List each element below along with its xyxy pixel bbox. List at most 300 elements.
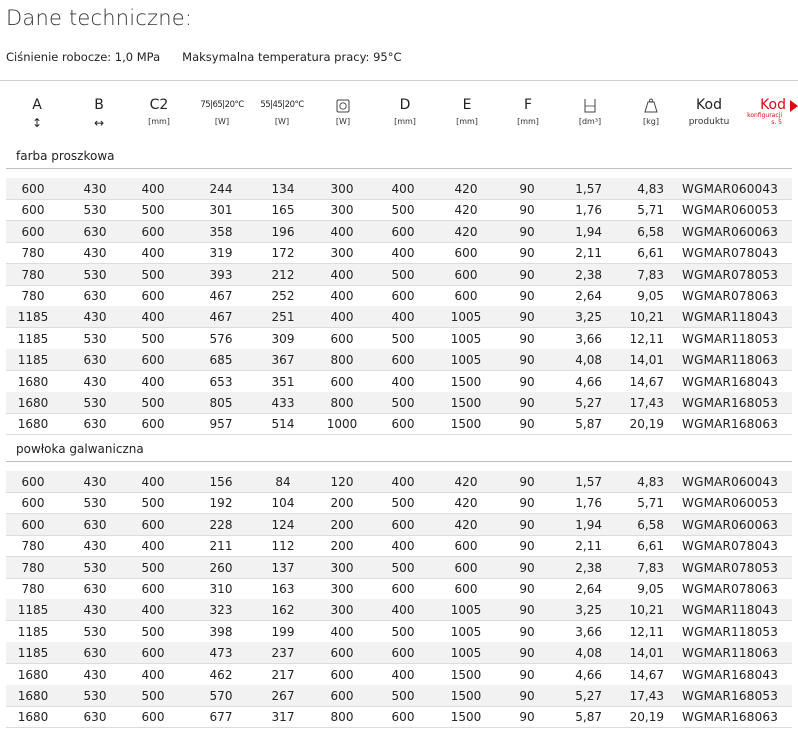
- cell-c2: 500: [141, 331, 165, 346]
- cell-f: 90: [519, 560, 535, 575]
- cell-power-75: 957: [209, 417, 233, 432]
- cell-e: 1500: [450, 396, 482, 410]
- cell-power-55: 165: [271, 203, 295, 218]
- cell-electric-power: 300: [330, 603, 354, 618]
- header-d: D [mm]: [394, 97, 416, 126]
- cell-d: 600: [391, 224, 415, 239]
- cell-f: 90: [519, 246, 535, 261]
- cell-mass: 6,58: [637, 517, 664, 532]
- cell-power-75: 310: [209, 582, 233, 596]
- cell-e: 420: [454, 475, 478, 489]
- cell-power-75: 467: [209, 310, 233, 325]
- cell-b: 430: [83, 475, 107, 489]
- cell-mass: 7,83: [637, 267, 664, 282]
- cell-e: 1005: [450, 331, 482, 346]
- cell-volume: 5,27: [575, 396, 602, 410]
- cell-power-75: 467: [209, 289, 233, 303]
- cell-c2: 400: [141, 539, 165, 554]
- table-row: [6, 285, 792, 306]
- cell-power-55: 134: [271, 182, 295, 196]
- cell-power-55: 162: [271, 603, 295, 618]
- cell-f: 90: [519, 267, 535, 282]
- cell-f: 90: [519, 224, 535, 239]
- cell-b: 630: [83, 646, 107, 661]
- cell-electric-power: 400: [330, 267, 354, 282]
- cell-product-code: WGMAR168053: [682, 689, 779, 703]
- cell-product-code: WGMAR118053: [682, 624, 779, 639]
- params-line: [6, 50, 401, 64]
- cell-power-55: 112: [271, 539, 295, 554]
- vertical-arrow-icon: ↕: [31, 116, 43, 130]
- cell-a: 1680: [17, 396, 49, 410]
- arrow-right-icon: [790, 100, 798, 112]
- cell-b: 530: [83, 331, 107, 346]
- cell-c2: 400: [141, 603, 165, 618]
- table-row: [6, 492, 792, 513]
- cell-c2: 400: [141, 374, 165, 389]
- cell-mass: 12,11: [629, 624, 664, 639]
- header-b: B ↔: [76, 96, 122, 132]
- header-power-55: 55|45|20°C [W]: [260, 100, 304, 126]
- cell-d: 400: [391, 310, 415, 325]
- row-divider: [6, 727, 792, 728]
- cell-b: 530: [83, 267, 107, 282]
- cell-c2: 500: [141, 396, 165, 410]
- cell-mass: 14,01: [629, 646, 664, 661]
- cell-f: 90: [519, 289, 535, 303]
- cell-d: 500: [391, 267, 415, 282]
- cell-d: 400: [391, 603, 415, 618]
- cell-power-75: 653: [209, 374, 233, 389]
- cell-electric-power: 800: [330, 710, 354, 725]
- cell-d: 400: [391, 374, 415, 389]
- cell-d: 600: [391, 646, 415, 661]
- cell-product-code: WGMAR060063: [682, 224, 779, 239]
- cell-electric-power: 800: [330, 353, 354, 368]
- cell-f: 90: [519, 603, 535, 618]
- header-config-code-link[interactable]: Kod konfiguracji s. 5: [740, 96, 796, 126]
- cell-a: 1680: [17, 689, 49, 703]
- cell-power-55: 196: [271, 224, 295, 239]
- cell-a: 1680: [17, 374, 49, 389]
- cell-b: 430: [83, 182, 107, 196]
- cell-e: 1005: [450, 310, 482, 325]
- cell-power-75: 398: [209, 624, 233, 639]
- table-row: [6, 328, 792, 349]
- cell-power-55: 252: [271, 289, 295, 303]
- cell-f: 90: [519, 331, 535, 346]
- cell-e: 1500: [450, 417, 482, 432]
- horizontal-arrow-icon: ↔: [93, 116, 105, 130]
- cell-d: 400: [391, 667, 415, 682]
- cell-a: 600: [21, 182, 45, 196]
- cell-c2: 600: [141, 710, 165, 725]
- cell-power-55: 433: [271, 396, 295, 410]
- cell-electric-power: 300: [330, 203, 354, 218]
- cell-f: 90: [519, 475, 535, 489]
- table-row: [6, 706, 792, 727]
- cell-e: 1005: [450, 624, 482, 639]
- cell-product-code: WGMAR118043: [682, 310, 779, 325]
- cell-b: 530: [83, 689, 107, 703]
- header-e: E [mm]: [456, 97, 478, 126]
- cell-volume: 3,25: [575, 603, 602, 618]
- section-divider: [6, 461, 792, 462]
- cell-power-75: 301: [209, 203, 233, 218]
- cell-c2: 400: [141, 246, 165, 261]
- cell-power-75: 244: [209, 182, 233, 196]
- header-c2: C2 [mm]: [148, 97, 170, 126]
- cell-a: 600: [21, 496, 45, 511]
- cell-volume: 2,11: [575, 539, 602, 554]
- table-row: [6, 199, 792, 220]
- cell-a: 600: [21, 475, 45, 489]
- cell-power-55: 217: [271, 667, 295, 682]
- cell-volume: 5,87: [575, 710, 602, 725]
- cell-e: 1500: [450, 374, 482, 389]
- cell-product-code: WGMAR118063: [682, 646, 779, 661]
- cell-d: 500: [391, 689, 415, 703]
- cell-power-55: 84: [275, 475, 291, 489]
- cell-electric-power: 400: [330, 289, 354, 303]
- temperature-text: Maksymalna temperatura pracy: 95°C: [182, 50, 402, 64]
- cell-power-75: 685: [209, 353, 233, 368]
- cell-product-code: WGMAR060043: [682, 182, 779, 196]
- cell-c2: 600: [141, 417, 165, 432]
- cell-electric-power: 400: [330, 310, 354, 325]
- cell-volume: 1,57: [575, 475, 602, 489]
- cell-mass: 6,61: [637, 539, 664, 554]
- cell-c2: 500: [141, 624, 165, 639]
- cell-b: 630: [83, 417, 107, 432]
- cell-b: 430: [83, 539, 107, 554]
- cell-f: 90: [519, 203, 535, 218]
- cell-volume: 1,57: [575, 182, 602, 196]
- cell-b: 630: [83, 710, 107, 725]
- cell-power-75: 211: [209, 539, 233, 554]
- cell-power-75: 319: [209, 246, 233, 261]
- cell-power-75: 473: [209, 646, 233, 661]
- cell-e: 1005: [450, 646, 482, 661]
- cell-volume: 1,76: [575, 496, 602, 511]
- cell-f: 90: [519, 417, 535, 432]
- table-row: [6, 514, 792, 535]
- cell-volume: 3,66: [575, 331, 602, 346]
- cell-power-55: 124: [271, 517, 295, 532]
- cell-power-55: 351: [271, 374, 295, 389]
- cell-mass: 20,19: [629, 417, 664, 432]
- cell-volume: 4,08: [575, 353, 602, 368]
- cell-volume: 1,94: [575, 517, 602, 532]
- cell-mass: 4,83: [637, 182, 664, 196]
- cell-f: 90: [519, 646, 535, 661]
- table-row: [6, 264, 792, 285]
- cell-power-55: 317: [271, 710, 295, 725]
- header-electric-power: [W]: [320, 96, 366, 126]
- cell-product-code: WGMAR118043: [682, 603, 779, 618]
- cell-power-55: 514: [271, 417, 295, 432]
- cell-mass: 6,61: [637, 246, 664, 261]
- cell-product-code: WGMAR078043: [682, 539, 779, 554]
- top-divider: [0, 80, 798, 81]
- cell-mass: 20,19: [629, 710, 664, 725]
- cell-power-75: 260: [209, 560, 233, 575]
- cell-d: 400: [391, 182, 415, 196]
- cell-c2: 400: [141, 310, 165, 325]
- table-row: [6, 621, 792, 642]
- cell-c2: 600: [141, 646, 165, 661]
- cell-volume: 4,66: [575, 667, 602, 682]
- cell-e: 1500: [450, 710, 482, 725]
- cell-d: 600: [391, 417, 415, 432]
- cell-electric-power: 400: [330, 624, 354, 639]
- cell-f: 90: [519, 496, 535, 511]
- cell-product-code: WGMAR168063: [682, 710, 779, 725]
- cell-electric-power: 300: [330, 582, 354, 596]
- cell-c2: 400: [141, 182, 165, 196]
- cell-c2: 600: [141, 289, 165, 303]
- cell-power-55: 172: [271, 246, 295, 261]
- cell-d: 500: [391, 203, 415, 218]
- cell-volume: 4,08: [575, 646, 602, 661]
- cell-d: 500: [391, 560, 415, 575]
- cell-a: 780: [21, 560, 45, 575]
- cell-product-code: WGMAR078053: [682, 267, 779, 282]
- cell-electric-power: 600: [330, 331, 354, 346]
- cell-c2: 500: [141, 267, 165, 282]
- cell-mass: 7,83: [637, 560, 664, 575]
- cell-e: 1005: [450, 353, 482, 368]
- cell-product-code: WGMAR078063: [682, 582, 779, 596]
- cell-volume: 2,11: [575, 246, 602, 261]
- cell-volume: 1,76: [575, 203, 602, 218]
- cell-power-75: 358: [209, 224, 233, 239]
- cell-d: 600: [391, 517, 415, 532]
- cell-e: 420: [454, 517, 478, 532]
- header-a: A ↕: [14, 96, 60, 132]
- table-row: [6, 557, 792, 578]
- cell-mass: 10,21: [629, 603, 664, 618]
- cell-a: 1680: [17, 417, 49, 432]
- cell-mass: 4,83: [637, 475, 664, 489]
- cell-c2: 500: [141, 689, 165, 703]
- cell-electric-power: 200: [330, 517, 354, 532]
- cell-product-code: WGMAR078063: [682, 289, 779, 303]
- cell-a: 780: [21, 246, 45, 261]
- table-header: [0, 96, 798, 138]
- cell-f: 90: [519, 667, 535, 682]
- page-title: Dane techniczne:: [6, 6, 193, 30]
- cell-a: 780: [21, 539, 45, 554]
- cell-a: 600: [21, 224, 45, 239]
- cell-power-75: 393: [209, 267, 233, 282]
- cell-power-55: 309: [271, 331, 295, 346]
- container-icon: [567, 96, 613, 114]
- cell-volume: 2,64: [575, 582, 602, 596]
- cell-c2: 400: [141, 475, 165, 489]
- cell-e: 600: [454, 267, 478, 282]
- cell-e: 600: [454, 539, 478, 554]
- cell-power-55: 212: [271, 267, 295, 282]
- cell-mass: 6,58: [637, 224, 664, 239]
- cell-b: 430: [83, 246, 107, 261]
- cell-f: 90: [519, 182, 535, 196]
- header-volume: [dm³]: [567, 96, 613, 126]
- table-row: [6, 349, 792, 370]
- cell-power-55: 104: [271, 496, 295, 511]
- cell-power-75: 677: [209, 710, 233, 725]
- table-row: [6, 392, 792, 413]
- cell-electric-power: 120: [330, 475, 354, 489]
- cell-e: 600: [454, 582, 478, 596]
- cell-d: 400: [391, 539, 415, 554]
- cell-d: 600: [391, 353, 415, 368]
- cell-power-55: 137: [271, 560, 295, 575]
- cell-e: 1005: [450, 603, 482, 618]
- cell-power-75: 228: [209, 517, 233, 532]
- cell-c2: 600: [141, 582, 165, 596]
- cell-product-code: WGMAR118053: [682, 331, 779, 346]
- cell-f: 90: [519, 396, 535, 410]
- cell-b: 430: [83, 667, 107, 682]
- cell-volume: 2,64: [575, 289, 602, 303]
- cell-power-75: 805: [209, 396, 233, 410]
- cell-b: 530: [83, 560, 107, 575]
- cell-power-55: 251: [271, 310, 295, 325]
- cell-f: 90: [519, 539, 535, 554]
- cell-electric-power: 600: [330, 374, 354, 389]
- header-product-code: Kod produktu: [688, 97, 730, 127]
- cell-product-code: WGMAR078053: [682, 560, 779, 575]
- table-row: [6, 242, 792, 263]
- cell-e: 420: [454, 496, 478, 511]
- cell-power-75: 462: [209, 667, 233, 682]
- cell-e: 420: [454, 203, 478, 218]
- cell-c2: 600: [141, 353, 165, 368]
- cell-c2: 600: [141, 224, 165, 239]
- cell-mass: 17,43: [629, 689, 664, 703]
- cell-product-code: WGMAR078043: [682, 246, 779, 261]
- cell-volume: 5,87: [575, 417, 602, 432]
- cell-f: 90: [519, 353, 535, 368]
- cell-a: 1680: [17, 710, 49, 725]
- row-divider: [6, 434, 792, 435]
- cell-d: 600: [391, 710, 415, 725]
- cell-volume: 2,38: [575, 560, 602, 575]
- cell-power-75: 576: [209, 331, 233, 346]
- cell-electric-power: 800: [330, 396, 354, 410]
- cell-power-55: 237: [271, 646, 295, 661]
- cell-e: 420: [454, 182, 478, 196]
- cell-mass: 9,05: [637, 582, 664, 596]
- cell-power-75: 570: [209, 689, 233, 703]
- table-row: [6, 642, 792, 663]
- table-row: [6, 578, 792, 599]
- cell-product-code: WGMAR168063: [682, 417, 779, 432]
- cell-b: 430: [83, 310, 107, 325]
- cell-product-code: WGMAR060053: [682, 203, 779, 218]
- cell-f: 90: [519, 710, 535, 725]
- cell-mass: 14,67: [629, 374, 664, 389]
- section-label: powłoka galwaniczna: [16, 442, 144, 456]
- cell-e: 1500: [450, 667, 482, 682]
- table-row: [6, 371, 792, 392]
- cell-a: 1185: [17, 624, 49, 639]
- cell-product-code: WGMAR168043: [682, 667, 779, 682]
- cell-e: 1500: [450, 689, 482, 703]
- cell-a: 1185: [17, 646, 49, 661]
- cell-product-code: WGMAR060053: [682, 496, 779, 511]
- pressure-text: Ciśnienie robocze: 1,0 MPa: [6, 50, 161, 64]
- cell-f: 90: [519, 374, 535, 389]
- table-row: [6, 685, 792, 706]
- cell-d: 500: [391, 331, 415, 346]
- cell-mass: 17,43: [629, 396, 664, 410]
- table-row: [6, 535, 792, 556]
- cell-mass: 14,67: [629, 667, 664, 682]
- cell-b: 430: [83, 374, 107, 389]
- header-f: F [mm]: [517, 97, 539, 126]
- cell-f: 90: [519, 310, 535, 325]
- cell-power-55: 163: [271, 582, 295, 596]
- heater-icon: [320, 96, 366, 114]
- cell-b: 630: [83, 224, 107, 239]
- cell-b: 530: [83, 496, 107, 511]
- cell-a: 780: [21, 582, 45, 596]
- table-row: [6, 306, 792, 327]
- cell-f: 90: [519, 582, 535, 596]
- cell-f: 90: [519, 624, 535, 639]
- cell-c2: 500: [141, 203, 165, 218]
- cell-b: 630: [83, 353, 107, 368]
- section-divider: [6, 168, 792, 169]
- cell-power-75: 156: [209, 475, 233, 489]
- cell-mass: 10,21: [629, 310, 664, 325]
- table-row: [6, 178, 792, 199]
- cell-electric-power: 400: [330, 224, 354, 239]
- header-mass: [kg]: [628, 96, 674, 126]
- table-row: [6, 221, 792, 242]
- cell-electric-power: 300: [330, 560, 354, 575]
- cell-c2: 400: [141, 667, 165, 682]
- cell-power-55: 367: [271, 353, 295, 368]
- cell-volume: 1,94: [575, 224, 602, 239]
- cell-d: 500: [391, 496, 415, 511]
- cell-power-55: 199: [271, 624, 295, 639]
- cell-volume: 4,66: [575, 374, 602, 389]
- cell-electric-power: 200: [330, 539, 354, 554]
- cell-b: 530: [83, 396, 107, 410]
- cell-d: 400: [391, 475, 415, 489]
- cell-a: 1185: [17, 331, 49, 346]
- table-row: [6, 664, 792, 685]
- cell-b: 530: [83, 203, 107, 218]
- cell-f: 90: [519, 689, 535, 703]
- header-power-75: 75|65|20°C [W]: [200, 100, 244, 126]
- cell-power-75: 192: [209, 496, 233, 511]
- cell-e: 600: [454, 560, 478, 575]
- cell-e: 600: [454, 246, 478, 261]
- cell-a: 780: [21, 289, 45, 303]
- cell-product-code: WGMAR168043: [682, 374, 779, 389]
- cell-electric-power: 300: [330, 182, 354, 196]
- cell-b: 630: [83, 289, 107, 303]
- cell-b: 630: [83, 517, 107, 532]
- cell-product-code: WGMAR118063: [682, 353, 779, 368]
- cell-electric-power: 600: [330, 667, 354, 682]
- cell-c2: 500: [141, 560, 165, 575]
- table-row: [6, 599, 792, 620]
